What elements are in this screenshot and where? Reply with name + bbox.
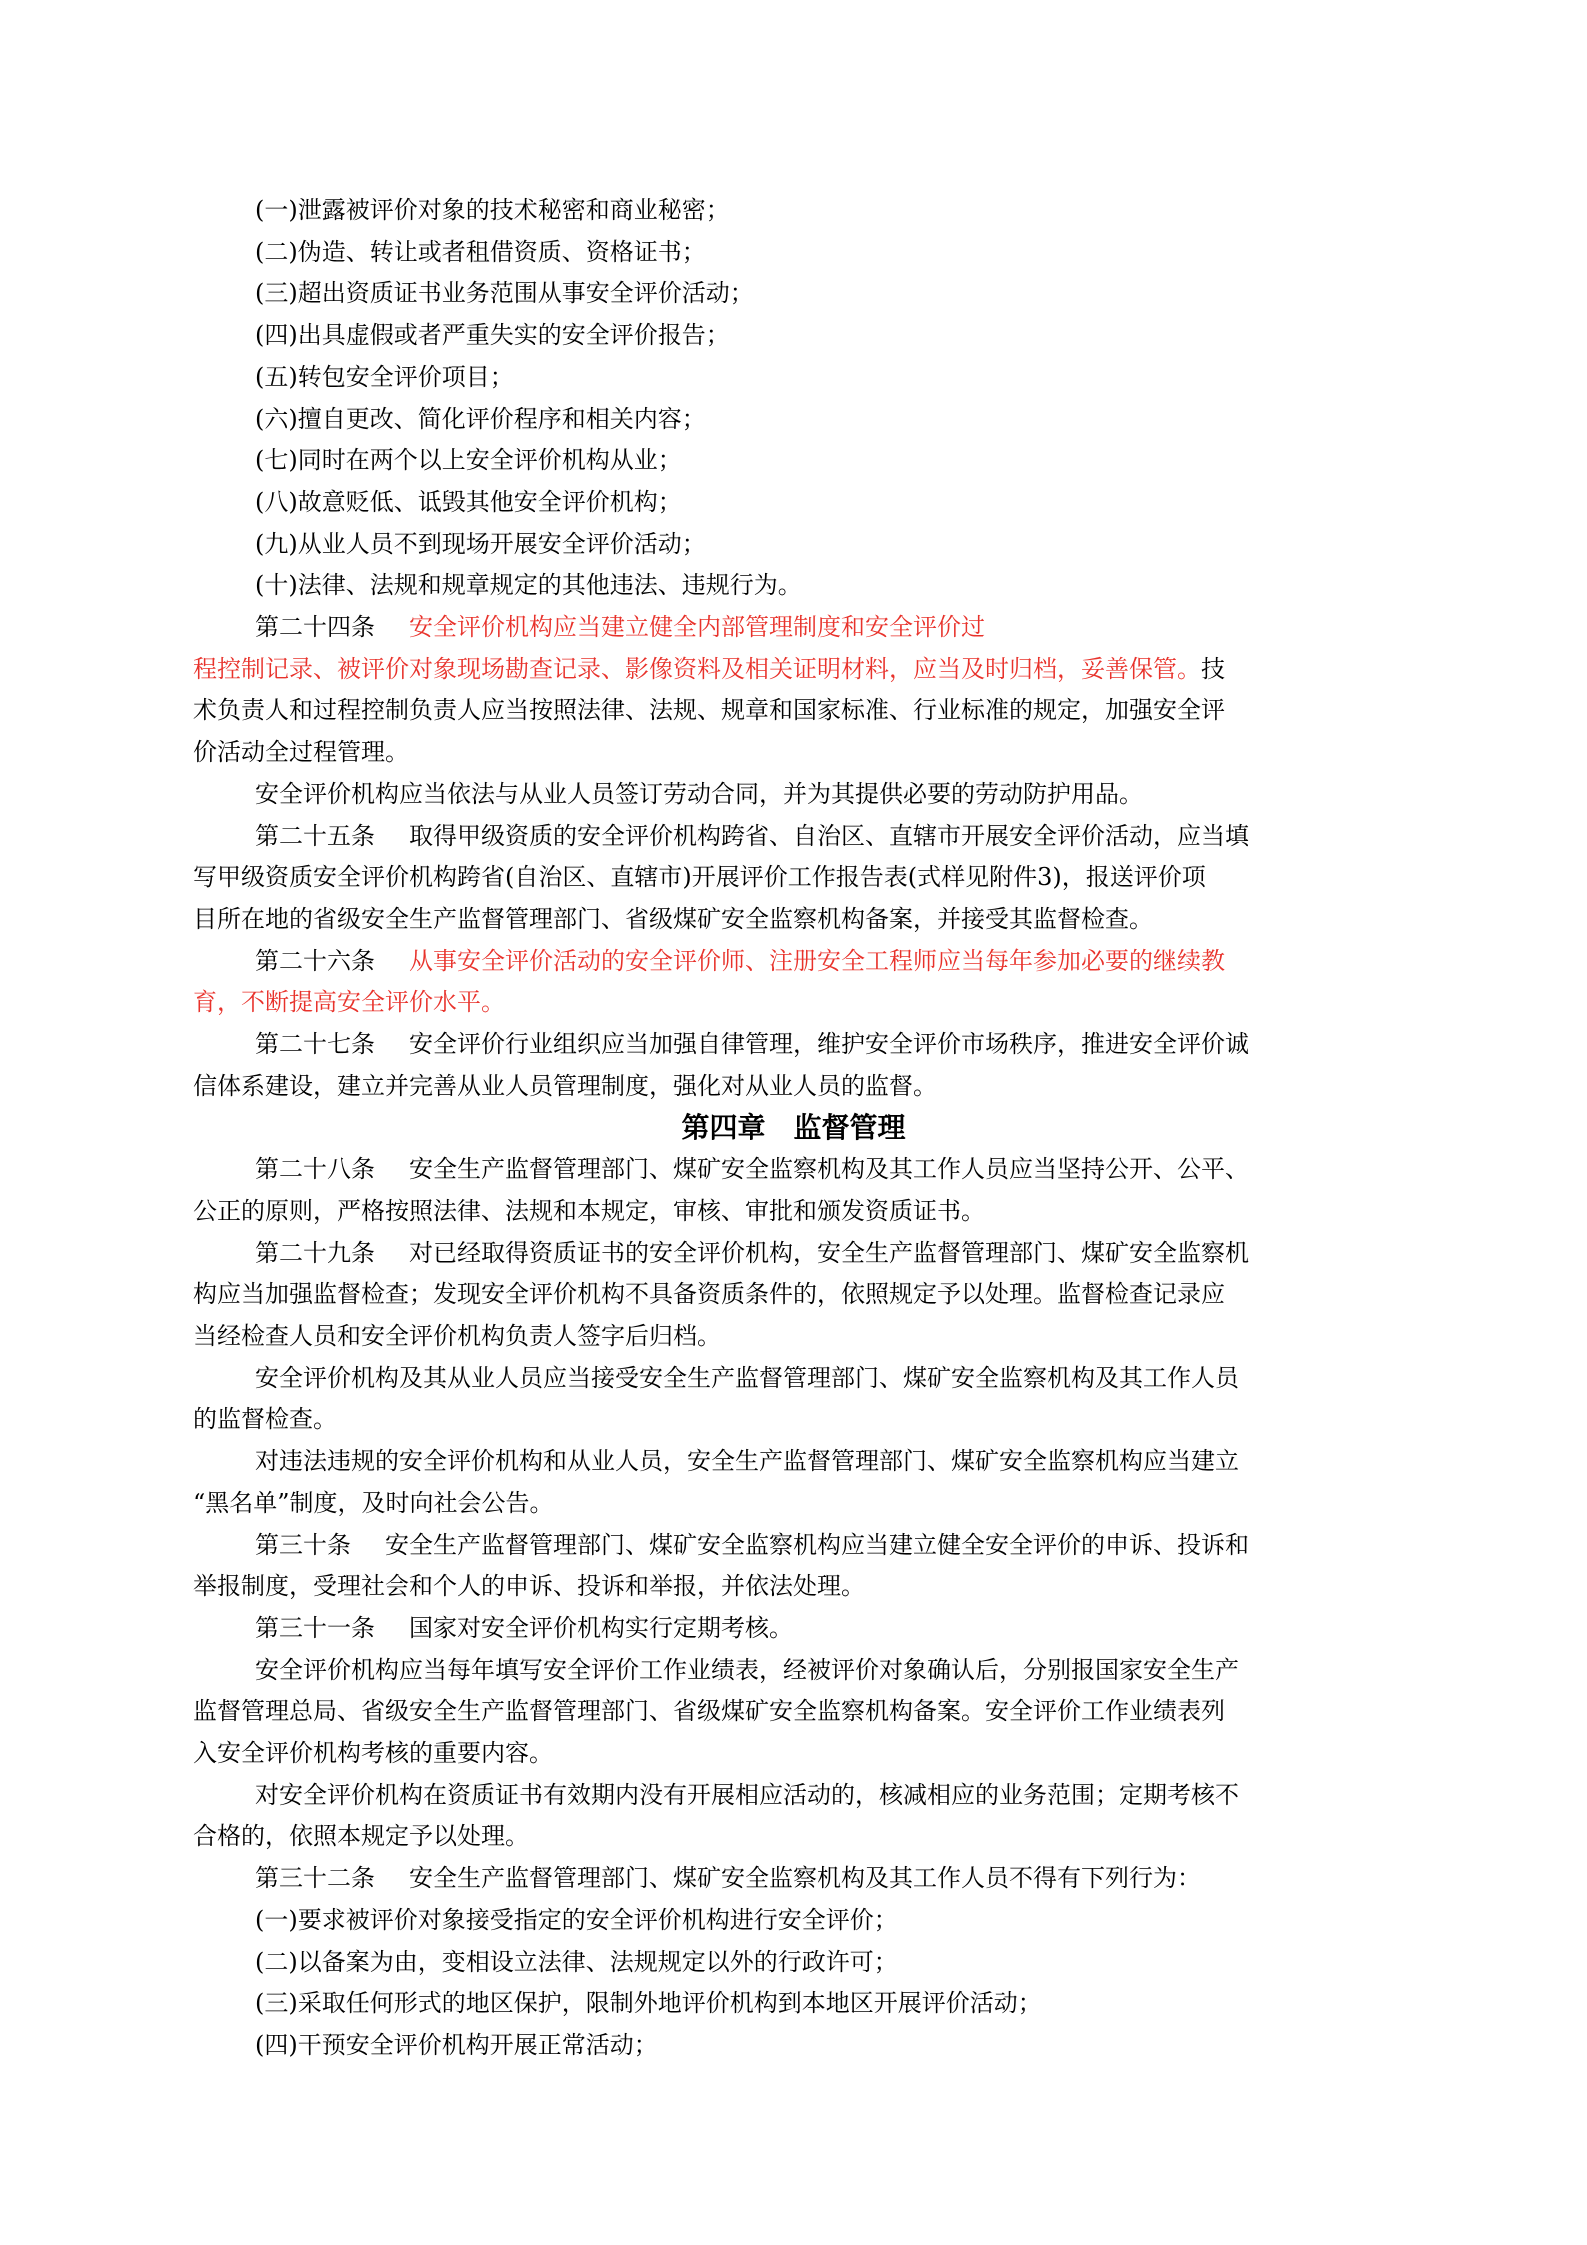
article-29-line-3: 当经检查人员和安全评价机构负责人签字后归档。 <box>193 1321 721 1350</box>
article-31-paragraph-3-line-1: 对安全评价机构在资质证书有效期内没有开展相应活动的，核减相应的业务范围；定期考核不 <box>255 1780 1239 1809</box>
article-31-paragraph-2-line-3: 入安全评价机构考核的重要内容。 <box>193 1739 553 1768</box>
article-heading: 第二十七条 <box>255 1030 375 1059</box>
body-text: 安全生产监督管理部门、煤矿安全监察机构及其工作人员不得有下列行为： <box>409 1864 1201 1893</box>
list-item: (一)要求被评价对象接受指定的安全评价机构进行安全评价； <box>255 1905 898 1934</box>
list-item: (九)从业人员不到现场开展安全评价活动； <box>255 529 706 558</box>
article-31-paragraph-2-line-1: 安全评价机构应当每年填写安全评价工作业绩表，经被评价对象确认后，分别报国家安全生产 <box>255 1655 1239 1684</box>
article-heading: 第二十八条 <box>255 1155 375 1184</box>
article-heading: 第三十条 <box>255 1530 351 1559</box>
list-item: (二)伪造、转让或者租借资质、资格证书； <box>255 237 706 266</box>
article-24-line-1 <box>255 607 1394 649</box>
article-25-line-3: 目所在地的省级安全生产监督管理部门、省级煤矿安全监察机构备案，并接受其监督检查。 <box>193 904 1153 933</box>
article-heading: 第二十四条 <box>255 613 375 642</box>
article-29-line-1 <box>255 1233 1394 1275</box>
article-25-line-1 <box>255 816 1394 858</box>
article-29-paragraph-2-line-1: 安全评价机构及其从业人员应当接受安全生产监督管理部门、煤矿安全监察机构及其工作人员 <box>255 1363 1239 1392</box>
body-text: 对已经取得资质证书的安全评价机构，安全生产监督管理部门、煤矿安全监察机 <box>409 1238 1249 1267</box>
list-item: (二)以备案为由，变相设立法律、法规规定以外的行政许可； <box>255 1947 898 1976</box>
article-30-line-1 <box>255 1525 1394 1567</box>
list-item: (四)出具虚假或者严重失实的安全评价报告； <box>255 321 730 350</box>
body-text: 国家对安全评价机构实行定期考核。 <box>409 1613 793 1642</box>
list-item: (三)采取任何形式的地区保护，限制外地评价机构到本地区开展评价活动； <box>255 1989 1042 2018</box>
body-text: 取得甲级资质的安全评价机构跨省、自治区、直辖市开展安全评价活动，应当填 <box>409 821 1249 850</box>
list-item: (六)擅自更改、简化评价程序和相关内容； <box>255 404 706 433</box>
article-25-line-2: 写甲级资质安全评价机构跨省(自治区、直辖市)开展评价工作报告表(式样见附件3)，报送评价项 <box>193 863 1206 892</box>
article-24-paragraph-2: 安全评价机构应当依法与从业人员签订劳动合同，并为其提供必要的劳动防护用品。 <box>255 779 1143 808</box>
article-heading: 第三十一条 <box>255 1613 375 1642</box>
article-heading: 第三十二条 <box>255 1864 375 1893</box>
article-24-line-4: 价活动全过程管理。 <box>193 738 409 767</box>
article-26-line-2: 育，不断提高安全评价水平。 <box>193 988 505 1017</box>
list-item: (八)故意贬低、诋毁其他安全评价机构； <box>255 487 682 516</box>
highlighted-text: 从事安全评价活动的安全评价师、注册安全工程师应当每年参加必要的继续教 <box>409 946 1225 975</box>
article-heading: 第二十九条 <box>255 1238 375 1267</box>
article-32-line-1 <box>255 1858 1394 1900</box>
article-28-line-1 <box>255 1149 1394 1191</box>
body-text: 安全生产监督管理部门、煤矿安全监察机构应当建立健全安全评价的申诉、投诉和 <box>385 1530 1249 1559</box>
chapter-heading <box>193 1107 1394 1149</box>
chapter-number: 第四章 <box>681 1111 766 1145</box>
article-31-paragraph-2-line-2: 监督管理总局、省级安全生产监督管理部门、省级煤矿安全监察机构备案。安全评价工作业绩表列 <box>193 1697 1225 1726</box>
article-heading: 第二十五条 <box>255 821 375 850</box>
highlighted-text: 程控制记录、被评价对象现场勘查记录、影像资料及相关证明材料，应当及时归档，妥善保管。 <box>193 654 1201 683</box>
article-31-paragraph-3-line-2: 合格的，依照本规定予以处理。 <box>193 1822 529 1851</box>
list-item: (五)转包安全评价项目； <box>255 362 514 391</box>
article-28-line-2: 公正的原则，严格按照法律、法规和本规定，审核、审批和颁发资质证书。 <box>193 1196 985 1225</box>
article-29-paragraph-2-line-2: 的监督检查。 <box>193 1405 337 1434</box>
list-item: (三)超出资质证书业务范围从事安全评价活动； <box>255 279 754 308</box>
list-item: (一)泄露被评价对象的技术秘密和商业秘密； <box>255 196 730 224</box>
body-text: 安全生产监督管理部门、煤矿安全监察机构及其工作人员应当坚持公开、公平、 <box>409 1155 1249 1184</box>
article-24-line-3: 术负责人和过程控制负责人应当按照法律、法规、规章和国家标准、行业标准的规定，加强安全评 <box>193 696 1225 725</box>
highlighted-text: 安全评价机构应当建立健全内部管理制度和安全评价过 <box>409 613 985 642</box>
article-27-line-1 <box>255 1024 1394 1066</box>
body-text: 安全评价行业组织应当加强自律管理，维护安全评价市场秩序，推进安全评价诚 <box>409 1030 1249 1059</box>
article-24-line-2 <box>193 649 1394 691</box>
article-heading: 第二十六条 <box>255 946 375 975</box>
article-26-line-1 <box>255 941 1394 983</box>
article-29-line-2: 构应当加强监督检查；发现安全评价机构不具备资质条件的，依照规定予以处理。监督检查记录应 <box>193 1280 1225 1309</box>
list-item: (四)干预安全评价机构开展正常活动； <box>255 2030 658 2059</box>
list-item: (十)法律、法规和规章规定的其他违法、违规行为。 <box>255 571 802 600</box>
article-31-line-1 <box>255 1608 1394 1650</box>
article-27-line-2: 信体系建设，建立并完善从业人员管理制度，强化对从业人员的监督。 <box>193 1071 937 1100</box>
chapter-title: 监督管理 <box>793 1111 906 1145</box>
body-text: 技 <box>1201 654 1225 683</box>
list-item: (七)同时在两个以上安全评价机构从业； <box>255 446 682 475</box>
article-29-paragraph-3-line-1: 对违法违规的安全评价机构和从业人员，安全生产监督管理部门、煤矿安全监察机构应当建立 <box>255 1447 1239 1476</box>
article-29-paragraph-3-line-2: “黑名单”制度，及时向社会公告。 <box>193 1488 554 1517</box>
article-30-line-2: 举报制度，受理社会和个人的申诉、投诉和举报，并依法处理。 <box>193 1572 865 1601</box>
